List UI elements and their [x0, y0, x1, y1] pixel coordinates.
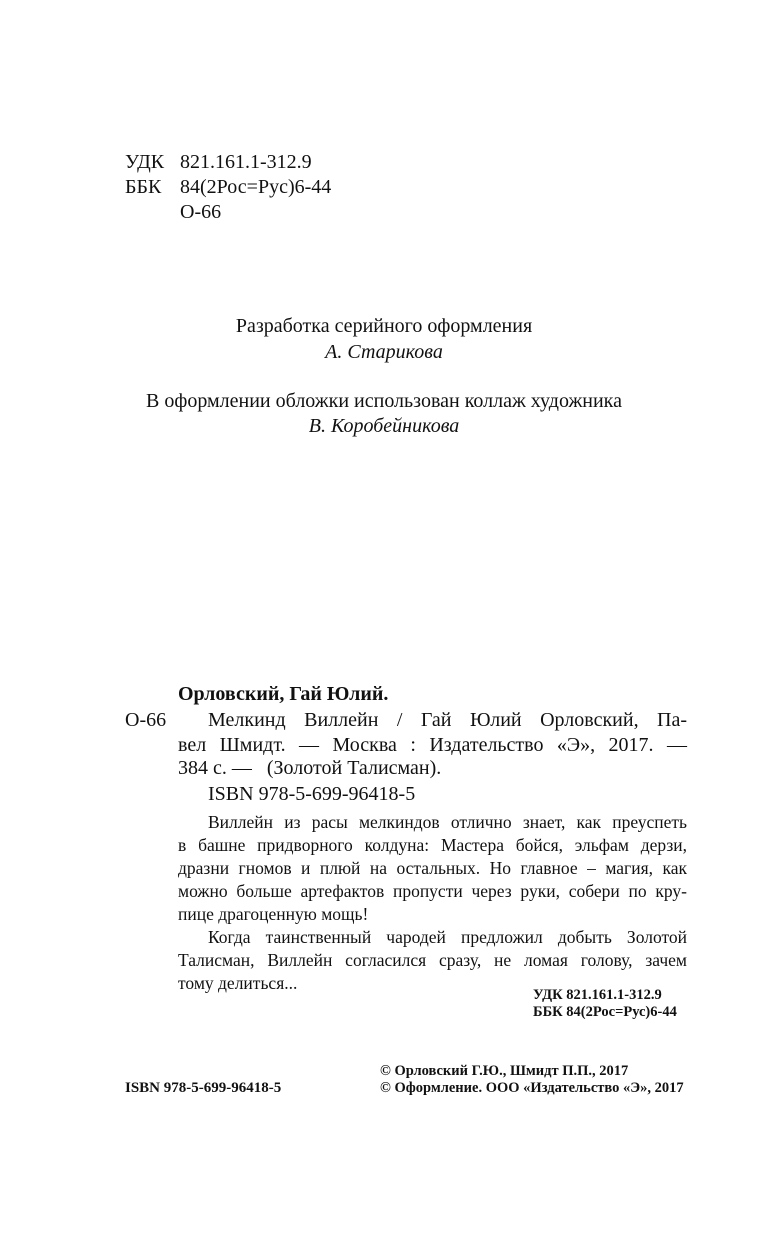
copyright-design: © Оформление. ООО «Издательство «Э», 2017 [380, 1080, 684, 1096]
annotation-line-3: дразни гномов и плюй на остальных. Но главное – магия, как [178, 858, 687, 878]
record-heading: Орловский, Гай Юлий. [178, 683, 389, 705]
udk-label: УДК [125, 151, 165, 173]
annotation-line-5: пице драгоценную мощь! [178, 904, 369, 924]
bbk-label: ББК [125, 176, 162, 198]
annotation-line-8: тому делиться... [178, 973, 298, 993]
annotation-line-1: Виллейн из расы мелкиндов отлично знает, как преуспеть [208, 812, 687, 832]
cover-credit-label: В оформлении обложки использован коллаж художника [146, 390, 622, 412]
footer-udk: УДК 821.161.1-312.9 [533, 987, 662, 1003]
bbk-value: 84(2Рос=Рус)6-44 [180, 176, 332, 198]
copyright-authors: © Орловский Г.Ю., Шмидт П.П., 2017 [380, 1063, 629, 1079]
record-line-2: вел Шмидт. — Москва : Издательство «Э», 2017. — [178, 734, 687, 756]
record-mark: О-66 [125, 709, 167, 731]
annotation-line-7: Талисман, Виллейн согласился сразу, не ломая голову, зачем [178, 950, 687, 970]
record-line-3: 384 с. — (Золотой Талисман). [178, 757, 442, 779]
cover-credit-name: В. Коробейникова [308, 415, 460, 437]
author-mark: О-66 [180, 201, 222, 223]
annotation-line-4: можно больше артефактов пропусти через руки, собери по кру- [178, 881, 687, 901]
series-design-name: А. Старикова [325, 341, 443, 363]
record-isbn: ISBN 978-5-699-96418-5 [208, 783, 416, 805]
annotation-line-2: в башне придворного колдуна: Мастера бойся, эльфам дерзи, [178, 835, 687, 855]
record-line-1: Мелкинд Виллейн / Гай Юлий Орловский, Па- [208, 709, 687, 731]
annotation-line-6: Когда таинственный чародей предложил добыть Золотой [208, 927, 687, 947]
footer-bbk: ББК 84(2Рос=Рус)6-44 [533, 1004, 677, 1020]
udk-value: 821.161.1-312.9 [180, 151, 312, 173]
footer-isbn: ISBN 978-5-699-96418-5 [125, 1080, 282, 1096]
series-design-label: Разработка серийного оформления [235, 315, 533, 337]
